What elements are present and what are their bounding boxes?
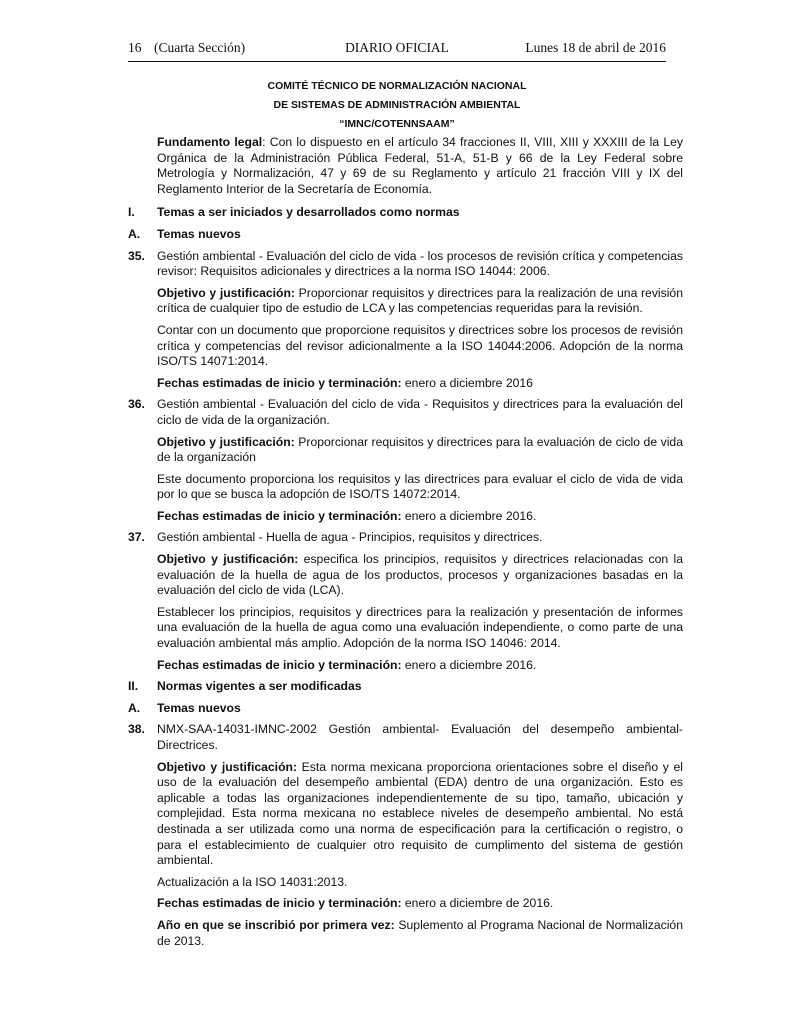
document-body [128, 135, 683, 949]
item-38 [128, 722, 683, 753]
section-2-subheading [128, 701, 683, 717]
fundamento-paragraph [157, 135, 683, 197]
page-header [128, 40, 666, 60]
committee-line-2: DE SISTEMAS DE ADMINISTRACIÓN AMBIENTAL [273, 99, 521, 111]
item-number: 38. [128, 722, 145, 737]
objetivo-label: Objetivo y justificación: [157, 759, 298, 774]
section-1-number: I. [128, 205, 135, 220]
committee-heading [128, 77, 666, 134]
fundamento-label: Fundamento legal [157, 135, 263, 149]
fechas-label: Fechas estimadas de inicio y terminación: [157, 657, 402, 672]
fechas-text: enero a diciembre 2016. [401, 508, 537, 523]
anio-text: Suplemento al Programa Nacional de Normalización de 2013. [157, 917, 683, 948]
objetivo-label: Objetivo y justificación: [157, 552, 299, 567]
section-2-heading [128, 679, 683, 695]
item-36-extra: Este documento proporciona los requisitos y las directrices para evaluar el ciclo de vida de vida por lo que se busca la adopción de ISO/TS 14072:2014. [157, 471, 683, 502]
section-2-sub-title: Temas nuevos [157, 700, 241, 715]
item-number: 35. [128, 248, 145, 263]
item-35 [128, 249, 683, 280]
committee-acronym: “IMNC/COTENNSAAM” [339, 118, 455, 130]
fechas-label: Fechas estimadas de inicio y terminación: [157, 896, 402, 911]
item-38-actualizacion: Actualización a la ISO 14031:2013. [157, 874, 348, 889]
objetivo-text: Proporcionar requisitos y directrices para la realización de una revisión crítica de cualquier tipo de estudio de LCA y las competencias requeridas para la revisión. [157, 285, 683, 316]
section-label: (Cuarta Sección) [154, 40, 246, 55]
section-1-title: Temas a ser iniciados y desarrollados como normas [157, 205, 460, 220]
item-number: 37. [128, 530, 145, 545]
objetivo-label: Objetivo y justificación: [157, 285, 295, 300]
objetivo-text: Proporcionar requisitos y directrices para la evaluación de ciclo de vida de la organización [157, 434, 683, 465]
section-1-sub-title: Temas nuevos [157, 226, 241, 241]
page-number: 16 [128, 40, 142, 55]
item-38-fechas [157, 896, 683, 912]
item-36-objetivo [157, 435, 683, 466]
item-number: 36. [128, 397, 145, 412]
fechas-label: Fechas estimadas de inicio y terminación: [157, 508, 402, 523]
item-35-objetivo [157, 286, 683, 317]
item-37-extra: Establecer los principios, requisitos y directrices para la realización y presentación de informes una evaluación de la huella de agua como una evaluación independiente, o como parte de una evaluación ambiental más amplio. Adopción de la norma ISO 14046: 2014. [157, 604, 683, 651]
item-title: Gestión ambiental - Huella de agua - Principios, requisitos y directrices. [157, 530, 543, 545]
section-1-subheading [128, 227, 683, 243]
fundamento-text: : Con lo dispuesto en el artículo 34 fracciones II, VIII, XIII y XXXIII de la Ley Orgánica de la Administración Pública Federal, 51-A, 51-B y 66 de la Ley Federal sobre Metrología y Normalización, 47 y 69 de su Reglamento y artículo 21 fracción VIII y IX del Reglamento Interior de la Secretaría de Economía. [157, 135, 683, 196]
item-36 [128, 397, 683, 428]
publication-title: DIARIO OFICIAL [345, 40, 449, 55]
fechas-text: enero a diciembre 2016 [401, 375, 533, 390]
item-37-fechas [157, 658, 683, 674]
section-1-sub-number: A. [128, 226, 141, 241]
item-35-extra: Contar con un documento que proporcione requisitos y directrices sobre los procesos de revisión crítica y competencias del revisor adicionalmente a la ISO 14044:2006. Adopción de la norma ISO/TS 14071:2014. [157, 322, 683, 369]
item-title: Gestión ambiental - Evaluación del ciclo de vida - los procesos de revisión crítica y competencias revisor: Requisitos adicionales y directrices a la norma ISO 14044: 2006. [157, 248, 683, 279]
objetivo-text: Esta norma mexicana proporciona orientaciones sobre el diseño y el uso de la evaluación del desempeño ambiental (EDA) dentro de una organización. Esto es aplicable a todas las organizaciones independientemente de su tipo, tamaño, ubicación y complejidad. Esta norma mexicana no establece niveles de desempeño ambiental. No está destinada a ser utilizada como una norma de especificación para la certificación o registro, o para el establecimiento de cualquier otro requisito de cumplimento del sistema de gestión ambiental. [157, 759, 683, 868]
section-2-title: Normas vigentes a ser modificadas [157, 679, 362, 694]
section-1-heading [128, 205, 683, 221]
header-divider [128, 61, 666, 62]
item-title: Gestión ambiental - Evaluación del ciclo de vida - Requisitos y directrices para la evaluación del ciclo de vida de la organización. [157, 397, 683, 427]
item-title: NMX-SAA-14031-IMNC-2002 Gestión ambiental- Evaluación del desempeño ambiental- Directrices. [157, 722, 683, 752]
fechas-text: enero a diciembre 2016. [401, 657, 537, 672]
item-35-fechas [157, 376, 683, 392]
item-38-anio [157, 918, 683, 949]
item-36-fechas [157, 509, 683, 525]
item-37-objetivo [157, 552, 683, 599]
objetivo-label: Objetivo y justificación: [157, 434, 295, 449]
section-2-sub-number: A. [128, 700, 141, 715]
item-37 [128, 530, 683, 546]
objetivo-text: especifica los principios, requisitos y directrices relacionadas con la evaluación de la huella de agua de los productos, procesos y organizaciones basadas en la evaluación del ciclo de vida (LCA). [157, 552, 683, 598]
item-38-objetivo [157, 760, 683, 869]
publication-date: Lunes 18 de abril de 2016 [525, 40, 666, 55]
anio-label: Año en que se inscribió por primera vez: [157, 917, 395, 932]
section-2-number: II. [128, 679, 139, 694]
fechas-text: enero a diciembre de 2016. [401, 896, 554, 911]
fechas-label: Fechas estimadas de inicio y terminación: [157, 375, 402, 390]
committee-line-1: COMITÉ TÉCNICO DE NORMALIZACIÓN NACIONAL [267, 80, 527, 92]
